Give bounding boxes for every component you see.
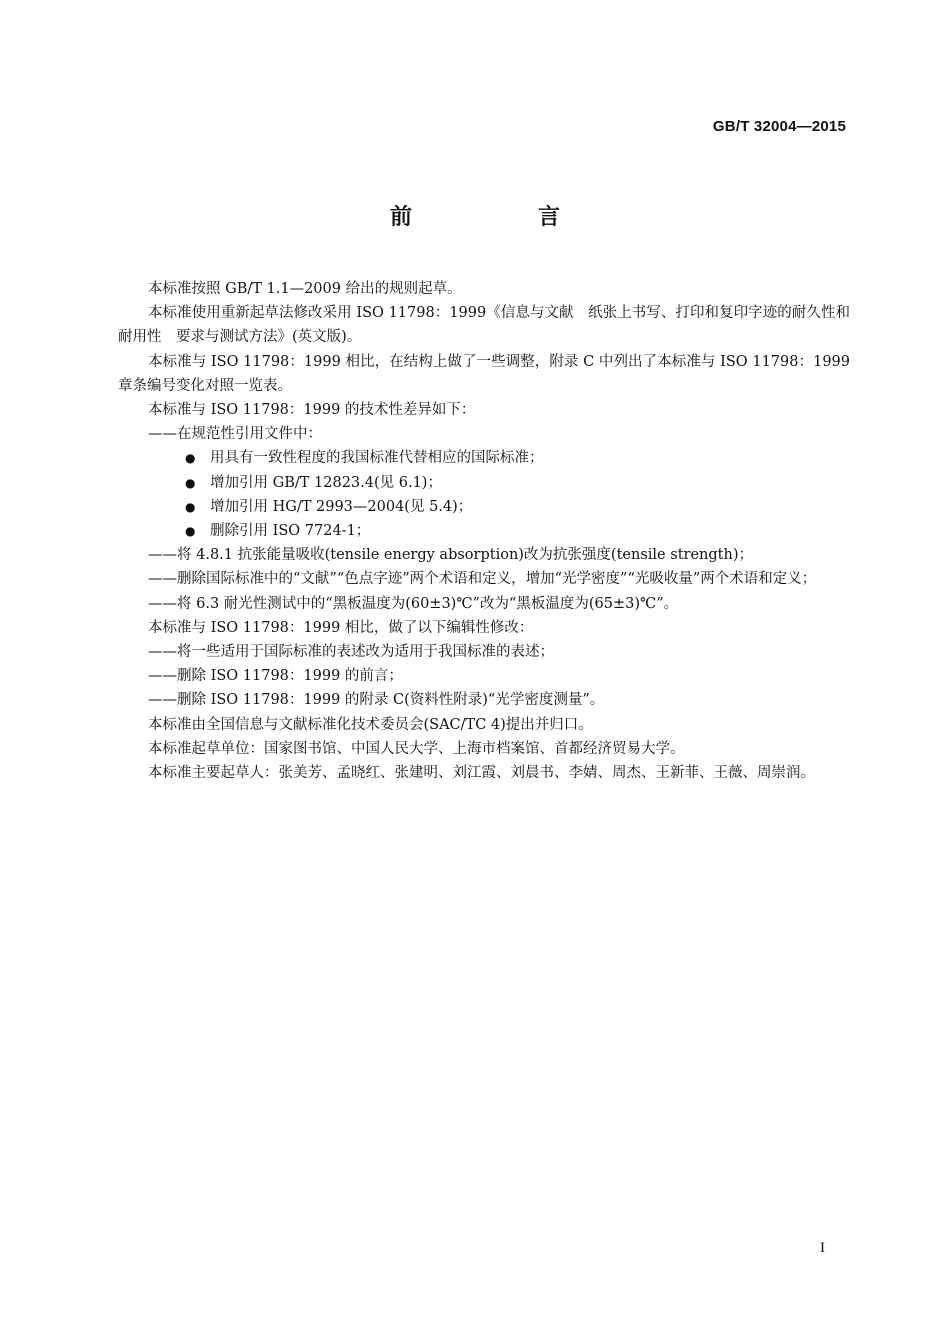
dash-item-terms: ——删除国际标准中的“文献”“色点字迹”两个术语和定义，增加“光学密度”“光吸收量”两个术语和定义； [148,571,817,588]
bullet-item-text: 增加引用 HG/T 2993—2004(见 5.4)； [210,498,473,515]
paragraph-drafting-rules: 本标准按照 GB/T 1.1—2009 给出的规则起草。 [148,281,462,297]
page-title: 前 言 [389,205,612,230]
page-number: I [820,1240,825,1256]
dash-item-foreword: ——删除 ISO 11798：1999 的前言； [148,668,403,685]
foreword-body [118,277,850,785]
bullet-icon: ● [185,475,196,490]
paragraph-tech-diff-intro: 本标准与 ISO 11798：1999 的技术性差异如下： [148,402,476,419]
bullet-item-text: 用具有一致性程度的我国标准代替相应的国际标准； [210,450,544,467]
bullet-item [118,471,850,495]
dash-item-normative-refs: ——在规范性引用文件中： [148,426,322,443]
paragraph-adoption: 本标准使用重新起草法修改采用 ISO 11798：1999《信息与文献 纸张上书写、打印和复印字迹的耐久性和耐用性 要求与测试方法》(英文版)。 [118,305,850,346]
bullet-icon: ● [185,499,196,514]
dash-item-annex-c: ——删除 ISO 11798：1999 的附录 C(资料性附录)“光学密度测量”。 [148,692,605,709]
paragraph-structure: 本标准与 ISO 11798：1999 相比，在结构上做了一些调整，附录 C 中列出了本标准与 ISO 11798：1999 章条编号变化对照一览表。 [118,353,850,394]
bullet-item [118,519,850,543]
standard-code: GB/T 32004—2015 [712,118,846,135]
bullet-item-text: 删除引用 ISO 7724-1； [210,523,371,540]
dash-item-light-test: ——将 6.3 耐光性测试中的“黑板温度为(60±3)℃”改为“黑板温度为(65±3)℃”。 [148,595,679,612]
bullet-icon: ● [185,524,196,539]
bullet-item [118,446,850,470]
paragraph-proposer: 本标准由全国信息与文献标准化技术委员会(SAC/TC 4)提出并归口。 [148,716,593,733]
paragraph-drafters: 本标准主要起草人：张美芳、孟晓红、张建明、刘江霞、刘晨书、李婧、周杰、王新菲、王薇、周崇润。 [148,765,815,782]
bullet-item-text: 增加引用 GB/T 12823.4(见 6.1)； [210,474,442,491]
bullet-item [118,495,850,519]
dash-item-tensile: ——将 4.8.1 抗张能量吸收(tensile energy absorption)改为抗张强度(tensile strength)； [148,547,753,564]
paragraph-drafting-units: 本标准起草单位：国家图书馆、中国人民大学、上海市档案馆、首都经济贸易大学。 [148,740,685,757]
dash-item-expression: ——将一些适用于国际标准的表述改为适用于我国标准的表述； [148,644,554,661]
paragraph-editorial-intro: 本标准与 ISO 11798：1999 相比，做了以下编辑性修改： [148,619,534,636]
bullet-icon: ● [185,451,196,466]
